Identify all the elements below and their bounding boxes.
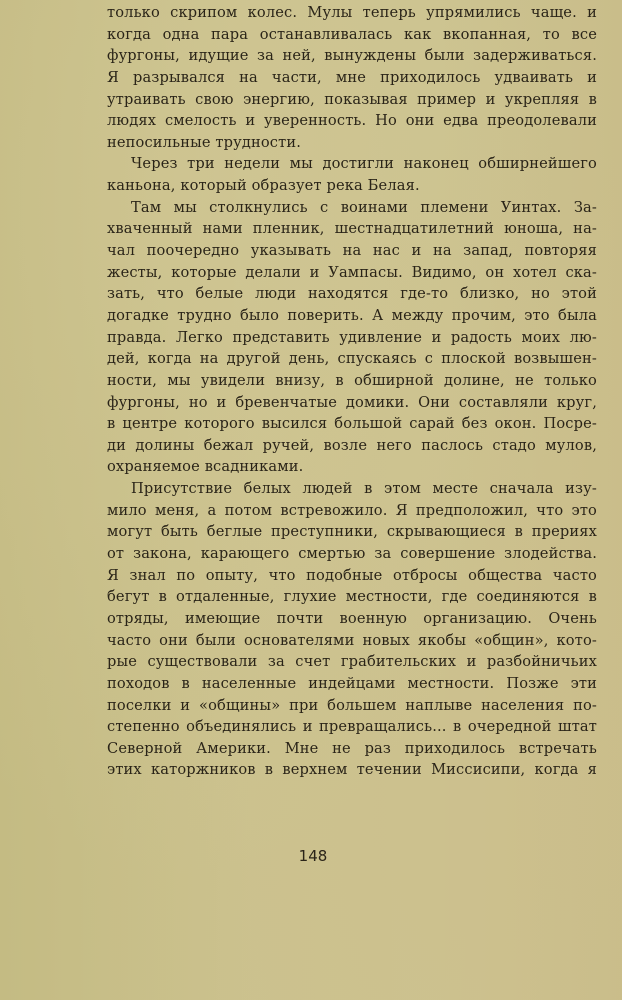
text-line: непосильные трудности. <box>107 133 302 151</box>
text-line: дей, когда на другой день, спускаясь с плоской возвышен- <box>107 350 597 368</box>
text-line: рые существовали за счет грабительских и разбойничьих <box>107 653 597 671</box>
text-line: отряды, имеющие почти военную организацию. Очень <box>107 609 597 627</box>
text-line: Там мы столкнулись с воинами племени Уинтах. За- <box>131 198 597 216</box>
text-line: только скрипом колес. Мулы теперь упрямились чаще. и <box>107 4 597 21</box>
text-line: людях смелость и уверенность. Но они едва преодолевали <box>107 112 597 130</box>
text-line: походов в населенные индейцами местности. Позже эти <box>107 674 597 692</box>
text-line: Присутствие белых людей в этом месте сначала изу- <box>131 480 597 498</box>
text-line: мило меня, а потом встревожило. Я предположил, что это <box>107 501 597 519</box>
text-line: Я знал по опыту, что подобные отбросы общества часто <box>107 566 597 584</box>
text-line: часто они были основателями новых якобы «общин», кото- <box>107 631 597 649</box>
text-line: чал поочередно указывать на нас и на запад, повторяя <box>107 242 597 260</box>
text-line: Я разрывался на части, мне приходилось удваивать и <box>107 68 597 86</box>
text-line: в центре которого высился большой сарай без окон. Посре- <box>107 415 597 433</box>
text-line: зать, что белые люди находятся где-то близко, но этой <box>107 285 597 303</box>
text-line: от закона, карающего смертью за совершение злодейства. <box>107 545 597 563</box>
text-line: когда одна пара останавливалась как вкопанная, то все <box>107 25 597 43</box>
text-line: фургоны, но и бревенчатые домики. Они составляли круг, <box>107 393 597 411</box>
text-line: могут быть беглые преступники, скрывающиеся в прериях <box>107 523 597 541</box>
text-line: этих каторжников в верхнем течении Миссисипи, когда я <box>107 761 597 779</box>
text-line: фургоны, идущие за ней, вынуждены были задерживаться. <box>107 47 597 65</box>
text-line: ности, мы увидели внизу, в обширной долине, не только <box>107 371 597 389</box>
text-line: догадке трудно было поверить. А между прочим, это была <box>107 306 597 324</box>
text-line: каньона, который образует река Белая. <box>107 177 420 195</box>
text-line: правда. Легко представить удивление и радость моих лю- <box>107 328 597 346</box>
text-line: хваченный нами пленник, шестнадцатилетний юноша, на- <box>107 220 597 238</box>
text-line: жесты, которые делали и Уампасы. Видимо, он хотел ска- <box>107 263 597 281</box>
page-body-text <box>107 2 597 781</box>
text-line: поселки и «общины» при большем наплыве населения по- <box>107 696 597 714</box>
text-line: утраивать свою энергию, показывая пример и укрепляя в <box>107 90 597 108</box>
text-line: ди долины бежал ручей, возле него паслось стадо мулов, <box>107 436 597 454</box>
text-line: бегут в отдаленные, глухие местности, где соединяются в <box>107 588 597 606</box>
text-line: Через три недели мы достигли наконец обширнейшего <box>131 155 597 173</box>
text-line: степенно объединялись и превращались... в очередной штат <box>107 718 597 736</box>
text-line: Северной Америки. Мне не раз приходилось встречать <box>107 739 597 757</box>
page-number: 148 <box>298 847 328 865</box>
text-line: охраняемое всадниками. <box>107 458 304 476</box>
